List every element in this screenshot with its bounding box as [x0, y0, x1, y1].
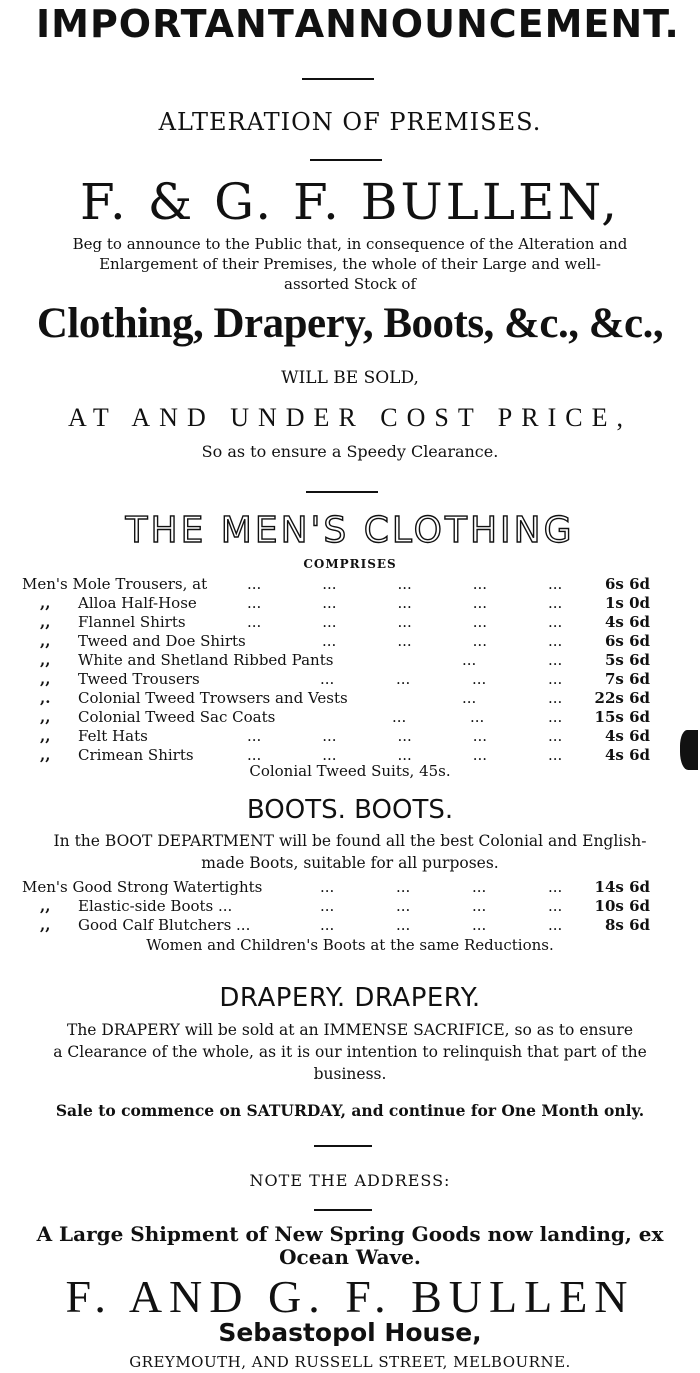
item-price: 4s 6d	[604, 727, 650, 745]
intro-line: Beg to announce to the Public that, in consequence of the Alteration and	[72, 235, 628, 253]
price-line: AT AND UNDER COST PRICE,	[68, 403, 632, 432]
boots-title: BOOTS. BOOTS.	[246, 795, 454, 825]
item-label: Crimean Shirts	[78, 746, 194, 764]
item-label: Flannel Shirts	[78, 613, 186, 631]
item-price: 22s 6d	[594, 689, 650, 707]
divider	[302, 78, 374, 80]
clearance-line: So as to ensure a Speedy Clearance.	[201, 442, 499, 461]
price-row	[22, 689, 662, 708]
divider	[314, 1209, 372, 1211]
boots-description	[0, 830, 700, 874]
item-price: 6s 6d	[604, 575, 650, 593]
item-price: 6s 6d	[604, 632, 650, 650]
leader-dots: ... ... ... ...	[320, 670, 563, 688]
item-label: Men's Mole Trousers, at	[22, 575, 208, 593]
item-price: 10s 6d	[594, 897, 650, 915]
price-row	[22, 878, 662, 897]
item-price: 14s 6d	[594, 878, 650, 896]
ditto-mark: ,,	[40, 632, 51, 650]
boots-desc-line: In the BOOT DEPARTMENT will be found all the best Colonial and English-	[53, 832, 647, 850]
house-name: Sebastopol House,	[218, 1318, 482, 1347]
drapery-desc-line: The DRAPERY will be sold at an IMMENSE SACRIFICE, so as to ensure	[66, 1021, 633, 1039]
headline-word-1: IMPORTANT	[36, 2, 295, 46]
leader-dots: ... ...	[462, 689, 563, 707]
drapery-desc-line: business.	[313, 1065, 387, 1083]
item-label: Colonial Tweed Trowsers and Vests	[78, 689, 348, 707]
leader-dots: ... ... ... ...	[320, 916, 563, 934]
shipment-line: A Large Shipment of New Spring Goods now landing, ex	[36, 1222, 664, 1246]
firm-name: F. & G. F. BULLEN,	[80, 173, 620, 231]
ditto-mark: ,,	[40, 746, 51, 764]
item-label: Felt Hats	[78, 727, 148, 745]
comprises-label: COMPRISES	[303, 557, 397, 571]
drapery-title: DRAPERY. DRAPERY.	[219, 983, 481, 1013]
price-row	[22, 670, 662, 689]
item-price: 7s 6d	[604, 670, 650, 688]
leader-dots: ... ... ... ... ...	[247, 746, 563, 764]
ditto-mark: ,,	[40, 708, 51, 726]
ditto-mark: ,,	[40, 594, 51, 612]
price-row	[22, 916, 662, 935]
ditto-mark: ,,	[40, 613, 51, 631]
leader-dots: ... ...	[462, 651, 563, 669]
item-label: Men's Good Strong Watertights	[22, 878, 263, 896]
footer-firm-name: F. AND G. F. BULLEN	[65, 1271, 635, 1322]
item-label: Good Calf Blutchers ...	[78, 916, 251, 934]
leader-dots: ... ... ...	[392, 708, 563, 726]
boots-price-list	[22, 878, 662, 935]
intro-text	[0, 234, 700, 294]
mens-clothing-price-list	[22, 575, 662, 765]
leader-dots: ... ... ... ... ...	[247, 727, 563, 745]
price-row	[22, 727, 662, 746]
price-row	[22, 613, 662, 632]
intro-line: assorted Stock of	[284, 275, 416, 293]
ditto-mark: ,,	[40, 897, 51, 915]
item-price: 5s 6d	[604, 651, 650, 669]
price-row	[22, 594, 662, 613]
price-row	[22, 897, 662, 916]
ditto-mark: ,,	[40, 670, 51, 688]
intro-line: Enlargement of their Premises, the whole of their Large and well-	[99, 255, 601, 273]
item-price: 8s 6d	[604, 916, 650, 934]
divider	[314, 1145, 372, 1147]
price-row	[22, 632, 662, 651]
item-label: Alloa Half-Hose	[78, 594, 197, 612]
ditto-mark: ,,	[40, 727, 51, 745]
price-row	[22, 651, 662, 670]
price-row	[22, 575, 662, 594]
leader-dots: ... ... ... ...	[320, 897, 563, 915]
ditto-mark: ,.	[40, 689, 51, 707]
leader-dots: ... ... ... ... ...	[247, 613, 563, 631]
goods-line: Clothing, Drapery, Boots, &c., &c.,	[36, 300, 664, 347]
ditto-mark: ,,	[40, 916, 51, 934]
ditto-mark: ,,	[40, 651, 51, 669]
item-label: Tweed Trousers	[78, 670, 200, 688]
drapery-description	[0, 1019, 700, 1085]
shipment-notice	[0, 1223, 700, 1269]
sale-line: Sale to commence on SATURDAY, and continue for One Month only.	[55, 1101, 645, 1120]
item-label: White and Shetland Ribbed Pants	[78, 651, 334, 669]
headline	[0, 2, 700, 46]
item-price: 15s 6d	[594, 708, 650, 726]
boots-note: Women and Children's Boots at the same Reductions.	[146, 936, 554, 954]
item-price: 4s 6d	[604, 746, 650, 764]
leader-dots: ... ... ... ... ...	[247, 594, 563, 612]
mens-clothing-title: THE MEN'S CLOTHING	[125, 510, 575, 551]
will-be-sold: WILL BE SOLD,	[281, 368, 419, 388]
address: GREYMOUTH, AND RUSSELL STREET, MELBOURNE.	[129, 1353, 571, 1371]
divider	[310, 159, 382, 161]
item-label: Elastic-side Boots ...	[78, 897, 233, 915]
item-label: Tweed and Doe Shirts	[78, 632, 246, 650]
note-address: NOTE THE ADDRESS:	[249, 1171, 451, 1190]
drapery-desc-line: a Clearance of the whole, as it is our intention to relinquish that part of the	[53, 1043, 647, 1061]
item-label: Colonial Tweed Sac Coats	[78, 708, 276, 726]
leader-dots: ... ... ... ... ...	[247, 575, 563, 593]
ink-blot	[680, 730, 698, 770]
headline-word-2: ANNOUNCEMENT.	[294, 2, 680, 46]
shipment-line: Ocean Wave.	[279, 1245, 421, 1269]
leader-dots: ... ... ... ...	[322, 632, 563, 650]
leader-dots: ... ... ... ...	[320, 878, 563, 896]
item-price: 4s 6d	[604, 613, 650, 631]
subheading: ALTERATION OF PREMISES.	[158, 108, 542, 136]
divider	[306, 491, 378, 493]
boots-desc-line: made Boots, suitable for all purposes.	[201, 854, 499, 872]
price-row	[22, 708, 662, 727]
item-price: 1s 0d	[604, 594, 650, 612]
suits-note: Colonial Tweed Suits, 45s.	[249, 762, 451, 780]
